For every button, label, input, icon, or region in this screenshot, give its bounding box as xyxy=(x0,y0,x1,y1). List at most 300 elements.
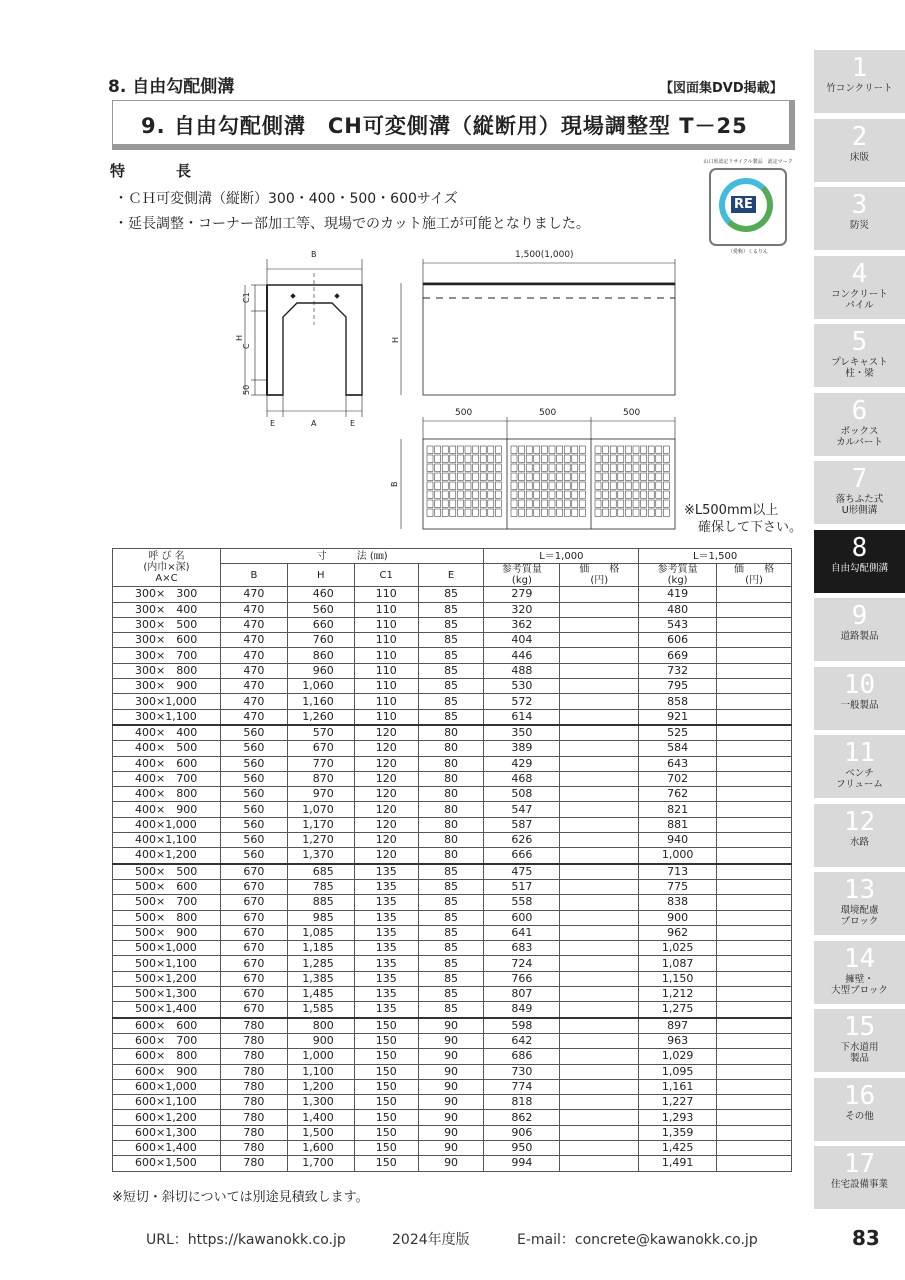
table-row xyxy=(113,910,792,925)
tab-5[interactable] xyxy=(814,324,905,387)
cell-e: 90 xyxy=(418,1125,484,1140)
cell-h: 760 xyxy=(287,633,354,648)
cell-weight-1000: 475 xyxy=(484,864,560,880)
cell-weight-1000: 404 xyxy=(484,633,560,648)
footer-year: 2024年度版 xyxy=(392,1232,470,1248)
cell-c1: 150 xyxy=(354,1125,418,1140)
cell-price-1500 xyxy=(717,1156,792,1171)
table-row xyxy=(113,864,792,880)
cell-name: 600× 900 xyxy=(113,1064,221,1079)
tab-label: 落ちふた式 U形側溝 xyxy=(835,494,884,516)
table-row xyxy=(113,1140,792,1155)
tab-label: その他 xyxy=(845,1110,874,1122)
tab-15[interactable] xyxy=(814,1009,905,1072)
cell-weight-1000: 766 xyxy=(484,971,560,986)
cell-weight-1500: 1,212 xyxy=(639,987,717,1002)
grid-cell xyxy=(656,446,662,453)
tab-8[interactable] xyxy=(814,530,905,593)
grid-cell xyxy=(435,455,441,462)
cell-c1: 110 xyxy=(354,648,418,663)
table-row xyxy=(113,1064,792,1079)
grid-cell xyxy=(557,455,563,462)
grid-cell xyxy=(473,491,479,498)
grid-cell xyxy=(564,455,570,462)
label-b-plan: B xyxy=(390,481,399,487)
weight-label: 参考質量 xyxy=(657,564,698,576)
cell-c1: 150 xyxy=(354,1049,418,1064)
cell-e: 85 xyxy=(418,864,484,880)
table-row xyxy=(113,895,792,910)
cell-b: 670 xyxy=(220,879,287,894)
tab-3[interactable] xyxy=(814,187,905,250)
cell-e: 85 xyxy=(418,987,484,1002)
cell-b: 470 xyxy=(220,648,287,663)
cell-c1: 110 xyxy=(354,587,418,602)
grid-cell xyxy=(534,446,540,453)
table-row xyxy=(113,602,792,617)
grid-cell xyxy=(465,491,471,498)
grid-cell xyxy=(457,491,463,498)
cell-c1: 120 xyxy=(354,848,418,864)
cell-h: 1,060 xyxy=(287,679,354,694)
cell-price-1000 xyxy=(560,648,639,663)
tab-16[interactable] xyxy=(814,1078,905,1141)
grid-cell xyxy=(663,446,669,453)
grid-cell xyxy=(457,473,463,480)
cell-name: 600×1,300 xyxy=(113,1125,221,1140)
cell-weight-1500: 1,025 xyxy=(639,941,717,956)
grid-cell xyxy=(435,473,441,480)
cell-weight-1500: 900 xyxy=(639,910,717,925)
tab-4[interactable] xyxy=(814,256,905,319)
seg-label-3: 500 xyxy=(623,408,641,418)
tab-17[interactable] xyxy=(814,1146,905,1209)
cell-e: 85 xyxy=(418,648,484,663)
cell-h: 460 xyxy=(287,587,354,602)
grid-cell xyxy=(633,509,639,516)
grid-cell xyxy=(519,500,525,507)
grid-cell xyxy=(541,482,547,489)
tab-11[interactable] xyxy=(814,735,905,798)
grid-cell xyxy=(656,482,662,489)
grid-cell xyxy=(442,491,448,498)
kg-label: (kg) xyxy=(511,575,532,587)
grid-cell xyxy=(572,509,578,516)
cell-price-1500 xyxy=(717,756,792,771)
cell-e: 85 xyxy=(418,956,484,971)
grid-cell xyxy=(610,509,616,516)
cell-price-1000 xyxy=(560,879,639,894)
cell-weight-1500: 762 xyxy=(639,787,717,802)
grid-cell xyxy=(633,473,639,480)
grid-cell xyxy=(656,509,662,516)
grid-cell xyxy=(663,509,669,516)
cell-weight-1000: 626 xyxy=(484,833,560,848)
grid-cell xyxy=(557,509,563,516)
cell-e: 80 xyxy=(418,833,484,848)
cell-e: 85 xyxy=(418,941,484,956)
grid-cell xyxy=(625,500,631,507)
grid-cell xyxy=(663,482,669,489)
grid-cell xyxy=(618,473,624,480)
cell-price-1000 xyxy=(560,694,639,709)
cell-e: 85 xyxy=(418,709,484,725)
cell-price-1000 xyxy=(560,1140,639,1155)
footer-url[interactable]: URL：https://kawanokk.co.jp xyxy=(146,1232,346,1248)
tab-label: 床版 xyxy=(849,151,869,163)
tab-label: コンクリート パイル xyxy=(831,288,888,311)
cell-c1: 120 xyxy=(354,741,418,756)
grid-cell xyxy=(511,464,517,471)
cell-c1: 150 xyxy=(354,1033,418,1048)
grid-cell xyxy=(480,446,486,453)
cell-e: 80 xyxy=(418,787,484,802)
yen-label: (円) xyxy=(745,575,763,587)
grid-cell xyxy=(633,482,639,489)
cell-b: 670 xyxy=(220,910,287,925)
grid-cell xyxy=(534,464,540,471)
grid-cell xyxy=(495,491,501,498)
grid-cell xyxy=(549,455,555,462)
grid-cell xyxy=(511,473,517,480)
cell-price-1000 xyxy=(560,1033,639,1048)
grid-cell xyxy=(480,509,486,516)
cell-weight-1500: 1,029 xyxy=(639,1049,717,1064)
recycle-logo xyxy=(709,168,787,246)
cell-b: 670 xyxy=(220,864,287,880)
col-header-c1: C1 xyxy=(354,564,418,587)
grid-cell xyxy=(579,482,585,489)
grid-cell xyxy=(648,446,654,453)
cell-b: 470 xyxy=(220,617,287,632)
cell-e: 90 xyxy=(418,1095,484,1110)
cell-h: 885 xyxy=(287,895,354,910)
cell-h: 1,385 xyxy=(287,971,354,986)
grid-cell xyxy=(564,509,570,516)
cell-price-1500 xyxy=(717,771,792,786)
grid-cell xyxy=(450,491,456,498)
page-title: 9. 自由勾配側溝 CH可変側溝（縦断用）現場調整型 T－25 xyxy=(141,114,748,138)
grid-cell xyxy=(549,446,555,453)
table-row xyxy=(113,787,792,802)
grid-cell xyxy=(450,509,456,516)
grid-cell xyxy=(519,509,525,516)
cell-price-1000 xyxy=(560,925,639,940)
cell-price-1500 xyxy=(717,1002,792,1018)
cell-h: 1,100 xyxy=(287,1064,354,1079)
cell-name: 300× 600 xyxy=(113,633,221,648)
cell-weight-1000: 906 xyxy=(484,1125,560,1140)
cell-weight-1000: 279 xyxy=(484,587,560,602)
tab-number: 4 xyxy=(851,258,868,289)
grid-cell xyxy=(541,509,547,516)
cell-weight-1000: 547 xyxy=(484,802,560,817)
table-row xyxy=(113,1002,792,1018)
cell-c1: 120 xyxy=(354,802,418,817)
grid-cell xyxy=(648,482,654,489)
cell-e: 80 xyxy=(418,741,484,756)
tab-number: 3 xyxy=(851,190,868,220)
cell-e: 85 xyxy=(418,633,484,648)
grid-cell xyxy=(511,455,517,462)
grid-cell xyxy=(541,464,547,471)
grid-cell xyxy=(595,491,601,498)
cell-c1: 135 xyxy=(354,895,418,910)
grid-cell xyxy=(435,500,441,507)
grid-cell xyxy=(572,500,578,507)
cell-weight-1500: 643 xyxy=(639,756,717,771)
name-header-2: (内巾×深) xyxy=(143,562,190,574)
cell-price-1500 xyxy=(717,648,792,663)
grid-cell xyxy=(603,500,609,507)
cell-price-1000 xyxy=(560,1079,639,1094)
cell-name: 400×1,100 xyxy=(113,833,221,848)
tab-14[interactable] xyxy=(814,941,905,1004)
grid-cell xyxy=(648,473,654,480)
feature-bullet: ・ＣＨ可変側溝（縦断）300・400・500・600サイズ xyxy=(114,191,458,207)
cell-h: 960 xyxy=(287,663,354,678)
table-row xyxy=(113,587,792,602)
grid-cell xyxy=(541,455,547,462)
cell-b: 780 xyxy=(220,1095,287,1110)
cell-c1: 135 xyxy=(354,864,418,880)
grid-cell xyxy=(595,509,601,516)
tab-label: 道路製品 xyxy=(840,631,879,642)
tab-10[interactable] xyxy=(814,667,905,730)
grid-cell xyxy=(465,473,471,480)
grid-cell xyxy=(572,446,578,453)
cell-weight-1000: 686 xyxy=(484,1049,560,1064)
cell-c1: 150 xyxy=(354,1079,418,1094)
cell-name: 500× 500 xyxy=(113,864,221,880)
grid-cell xyxy=(603,446,609,453)
table-row xyxy=(113,679,792,694)
grid-cell xyxy=(618,482,624,489)
grid-cell xyxy=(564,464,570,471)
grid-cell xyxy=(435,491,441,498)
grid-cell xyxy=(450,446,456,453)
cell-name: 600×1,400 xyxy=(113,1140,221,1155)
grid-cell xyxy=(656,464,662,471)
table-row xyxy=(113,756,792,771)
cell-b: 470 xyxy=(220,587,287,602)
side-view-diagram xyxy=(401,259,675,395)
cell-weight-1000: 849 xyxy=(484,1002,560,1018)
grid-cell xyxy=(564,500,570,507)
tab-7[interactable] xyxy=(814,461,905,524)
footer-email[interactable]: E-mail：concrete@kawanokk.co.jp xyxy=(517,1232,758,1248)
cell-h: 1,270 xyxy=(287,833,354,848)
grid-cell xyxy=(427,455,433,462)
table-row xyxy=(113,648,792,663)
grid-cell xyxy=(572,464,578,471)
grid-cell xyxy=(519,455,525,462)
cell-price-1500 xyxy=(717,895,792,910)
cell-price-1500 xyxy=(717,817,792,832)
cell-weight-1000: 530 xyxy=(484,679,560,694)
cell-e: 80 xyxy=(418,848,484,864)
page-number: 83 xyxy=(852,1226,880,1250)
table-row xyxy=(113,956,792,971)
grid-cell xyxy=(511,446,517,453)
cell-price-1000 xyxy=(560,663,639,678)
table-row xyxy=(113,817,792,832)
cell-weight-1000: 572 xyxy=(484,694,560,709)
table-row xyxy=(113,1110,792,1125)
table-row xyxy=(113,1095,792,1110)
cell-h: 670 xyxy=(287,741,354,756)
label-c: C xyxy=(242,343,251,349)
cell-c1: 135 xyxy=(354,879,418,894)
cell-name: 600×1,200 xyxy=(113,1110,221,1125)
dvd-badge: 【図面集DVD掲載】 xyxy=(660,81,783,96)
cell-weight-1000: 558 xyxy=(484,895,560,910)
grid-cell xyxy=(480,482,486,489)
cell-name: 400× 700 xyxy=(113,771,221,786)
grid-cell xyxy=(526,491,532,498)
cell-c1: 150 xyxy=(354,1064,418,1079)
grid-cell xyxy=(473,500,479,507)
cell-c1: 135 xyxy=(354,941,418,956)
label-b: B xyxy=(311,250,317,259)
cell-weight-1500: 881 xyxy=(639,817,717,832)
cell-weight-1500: 962 xyxy=(639,925,717,940)
cell-weight-1500: 1,275 xyxy=(639,1002,717,1018)
table-row xyxy=(113,925,792,940)
cell-price-1000 xyxy=(560,1018,639,1034)
cell-e: 90 xyxy=(418,1018,484,1034)
grid-cell xyxy=(526,509,532,516)
cell-weight-1500: 1,227 xyxy=(639,1095,717,1110)
grid-cell xyxy=(603,491,609,498)
cell-weight-1500: 1,087 xyxy=(639,956,717,971)
grid-cell xyxy=(641,491,647,498)
col-header-b: B xyxy=(220,564,287,587)
tab-9[interactable] xyxy=(814,598,905,661)
cell-b: 470 xyxy=(220,694,287,709)
cell-e: 80 xyxy=(418,817,484,832)
cell-price-1000 xyxy=(560,1095,639,1110)
cell-weight-1000: 468 xyxy=(484,771,560,786)
grid-cell xyxy=(465,446,471,453)
tab-2[interactable] xyxy=(814,119,905,182)
tab-6[interactable] xyxy=(814,393,905,456)
tab-13[interactable] xyxy=(814,872,905,935)
cell-c1: 150 xyxy=(354,1110,418,1125)
tab-label: ベンチ フリューム xyxy=(836,768,883,790)
grid-cell xyxy=(564,482,570,489)
col-header-weight-1 xyxy=(484,564,560,587)
tab-12[interactable] xyxy=(814,804,905,867)
tab-label: ボックス カルバート xyxy=(836,425,883,448)
grid-cell xyxy=(603,464,609,471)
cell-e: 85 xyxy=(418,895,484,910)
grid-cell xyxy=(473,509,479,516)
grid-cell xyxy=(450,464,456,471)
grid-cell xyxy=(549,491,555,498)
cell-e: 80 xyxy=(418,802,484,817)
cell-weight-1000: 642 xyxy=(484,1033,560,1048)
grid-cell xyxy=(435,464,441,471)
cell-price-1500 xyxy=(717,833,792,848)
cell-name: 300× 900 xyxy=(113,679,221,694)
cell-e: 90 xyxy=(418,1110,484,1125)
cell-price-1500 xyxy=(717,617,792,632)
cell-e: 85 xyxy=(418,587,484,602)
table-row xyxy=(113,1125,792,1140)
grid-cell xyxy=(465,455,471,462)
grid-cell xyxy=(549,482,555,489)
cell-e: 85 xyxy=(418,602,484,617)
tab-number: 2 xyxy=(851,121,868,152)
seg-label-1: 500 xyxy=(455,408,473,418)
cell-h: 1,285 xyxy=(287,956,354,971)
cell-name: 300× 700 xyxy=(113,648,221,663)
cell-e: 80 xyxy=(418,771,484,786)
length-label: 1,500(1,000) xyxy=(515,250,574,260)
cell-price-1500 xyxy=(717,879,792,894)
name-header-3: A×C xyxy=(155,573,178,585)
cell-weight-1500: 838 xyxy=(639,895,717,910)
cell-h: 970 xyxy=(287,787,354,802)
cell-name: 500× 900 xyxy=(113,925,221,940)
cell-b: 560 xyxy=(220,802,287,817)
cell-c1: 120 xyxy=(354,725,418,741)
cell-name: 500×1,300 xyxy=(113,987,221,1002)
grid-cell xyxy=(579,491,585,498)
grid-cell xyxy=(648,464,654,471)
grid-cell xyxy=(633,500,639,507)
cell-price-1000 xyxy=(560,1110,639,1125)
cell-price-1000 xyxy=(560,817,639,832)
grid-cell xyxy=(457,482,463,489)
name-header-1: 呼 び 名 xyxy=(148,551,185,563)
cell-b: 670 xyxy=(220,1002,287,1018)
cell-c1: 120 xyxy=(354,787,418,802)
grid-cell xyxy=(442,500,448,507)
cell-name: 500×1,400 xyxy=(113,1002,221,1018)
grid-cell xyxy=(633,464,639,471)
col-header-price-2 xyxy=(717,564,792,587)
cell-price-1500 xyxy=(717,1064,792,1079)
table-row xyxy=(113,709,792,725)
cell-name: 500×1,200 xyxy=(113,971,221,986)
cell-price-1000 xyxy=(560,587,639,602)
cell-b: 780 xyxy=(220,1033,287,1048)
table-row xyxy=(113,1033,792,1048)
grid-cell xyxy=(549,500,555,507)
grid-cell xyxy=(633,491,639,498)
cell-name: 500×1,000 xyxy=(113,941,221,956)
cell-h: 800 xyxy=(287,1018,354,1034)
cell-h: 570 xyxy=(287,725,354,741)
grid-cell xyxy=(427,473,433,480)
grid-cell xyxy=(579,455,585,462)
grid-cell xyxy=(488,482,494,489)
tab-1[interactable] xyxy=(814,50,905,113)
cell-weight-1500: 1,150 xyxy=(639,971,717,986)
grid-cell xyxy=(610,473,616,480)
cell-weight-1500: 1,425 xyxy=(639,1140,717,1155)
grid-cell xyxy=(618,455,624,462)
cell-price-1000 xyxy=(560,864,639,880)
cell-price-1000 xyxy=(560,787,639,802)
col-header-l1500: L＝1,500 xyxy=(639,549,792,564)
grid-cell xyxy=(511,509,517,516)
cell-h: 870 xyxy=(287,771,354,786)
cell-weight-1500: 543 xyxy=(639,617,717,632)
table-row xyxy=(113,1049,792,1064)
